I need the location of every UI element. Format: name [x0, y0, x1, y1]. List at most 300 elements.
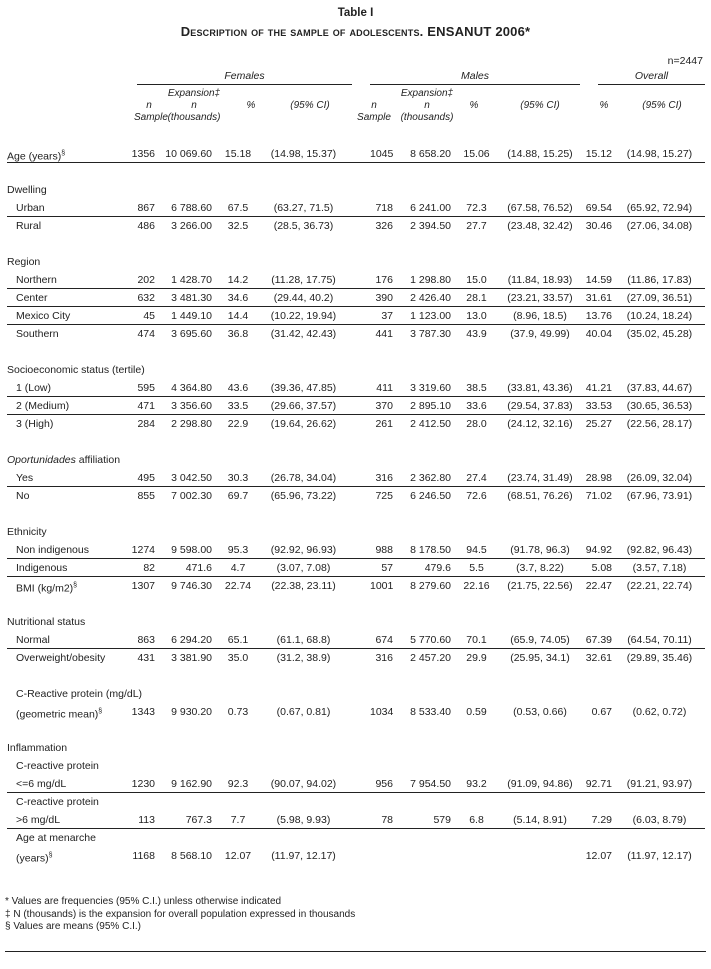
section-header: [7, 181, 705, 199]
group-header-males: Males: [370, 70, 580, 85]
cell-ci-m: (11.84, 18.93): [507, 274, 573, 286]
cell-ci-o: (3.57, 7.18): [632, 562, 687, 574]
cell-pct-o: 41.21: [585, 382, 612, 394]
cell-pct-m: 22.16: [463, 580, 490, 592]
cell-ci-f: (92.92, 96.93): [270, 544, 337, 556]
cell-pct-m: 38.5: [466, 382, 487, 394]
cell-expansion-m: 8 533.40: [410, 706, 451, 718]
cell-pct-o: 92.71: [585, 778, 612, 790]
cell-ci-m: (68.51, 76.26): [507, 490, 573, 502]
col-pct-o: %: [599, 100, 609, 111]
row-label: [7, 487, 130, 505]
cell-pct-m: 28.1: [466, 292, 487, 304]
cell-ci-f: (0.67, 0.81): [276, 706, 331, 718]
cell-pct-f: 69.7: [227, 490, 249, 502]
cell-expansion-f: 6 294.20: [171, 634, 212, 646]
row-label: [7, 451, 705, 469]
cell-pct-m: 33.6: [466, 400, 487, 412]
cell-pct-m: 72.6: [466, 490, 487, 502]
row-label-text: Rural: [16, 220, 42, 232]
row-label: [7, 649, 130, 667]
row-label-text: >6 mg/dL: [16, 814, 61, 826]
cell-pct-m: 72.3: [466, 202, 487, 214]
cell-expansion-f: 3 266.00: [171, 220, 212, 232]
row-label-text: No: [16, 490, 30, 502]
row-label-text: 2 (Medium): [16, 400, 70, 412]
section-header: [7, 451, 705, 469]
row-label: [7, 559, 130, 577]
cell-expansion-m: 2 426.40: [410, 292, 451, 304]
row-label-text: Dwelling: [7, 184, 47, 196]
cell-n-sample-m: 316: [375, 472, 393, 484]
row-label-text: BMI (kg/m2): [16, 582, 74, 595]
cell-pct-m: 13.0: [466, 310, 487, 322]
row-label-text: C-reactive protein: [16, 760, 99, 772]
cell-pct-m: 29.9: [466, 652, 487, 664]
row-label: [7, 613, 705, 631]
cell-ci-m: (5.14, 8.91): [513, 814, 567, 826]
footnote-marker: §: [73, 582, 78, 589]
row-label-text: Ethnicity: [7, 526, 47, 538]
row-label-text: Northern: [16, 274, 57, 286]
col-label: n: [191, 100, 197, 111]
col-label: Expansion‡: [400, 88, 454, 99]
cell-ci-m: (8.96, 18.5): [513, 310, 567, 322]
cell-n-sample-m: 326: [375, 220, 393, 232]
cell-pct-f: 34.6: [227, 292, 249, 304]
cell-ci-o: (35.02, 45.28): [626, 328, 693, 340]
cell-n-sample-f: 855: [137, 490, 155, 502]
table-row: [7, 325, 705, 343]
section-header: [7, 685, 705, 703]
cell-ci-o: (11.86, 17.83): [627, 274, 692, 286]
cell-n-sample-m: 674: [375, 634, 393, 646]
cell-pct-o: 0.67: [591, 706, 612, 718]
cell-ci-o: (29.89, 35.46): [626, 652, 693, 664]
cell-ci-m: (0.53, 0.66): [513, 706, 567, 718]
footnote-marker: §: [98, 708, 103, 715]
cell-ci-m: (23.21, 33.57): [507, 292, 573, 304]
table-row: [7, 289, 705, 307]
cell-ci-m: (65.9, 74.05): [510, 634, 570, 646]
cell-pct-m: 70.1: [466, 634, 487, 646]
row-label-text: Overweight/obesity: [16, 652, 106, 664]
col-label: n: [146, 100, 152, 111]
cell-ci-f: (31.2, 38.9): [276, 652, 331, 664]
table-row: [7, 631, 705, 649]
cell-pct-m: 0.59: [466, 706, 487, 718]
cell-n-sample-m: 718: [375, 202, 393, 214]
cell-pct-f: 14.4: [227, 310, 249, 322]
col-pct-m: %: [469, 100, 479, 111]
cell-n-sample-m: 261: [375, 418, 393, 430]
cell-n-sample-f: 495: [137, 472, 155, 484]
row-label-text: 3 (High): [16, 418, 54, 430]
cell-pct-m: 15.0: [466, 274, 487, 286]
row-label-text: Region: [7, 256, 41, 268]
cell-ci-o: (11.97, 12.17): [627, 850, 692, 862]
cell-n-sample-m: 956: [375, 778, 393, 790]
row-label: [7, 325, 130, 343]
cell-expansion-m: 1 123.00: [410, 310, 451, 322]
cell-expansion-m: 2 457.20: [410, 652, 451, 664]
cell-pct-m: 15.06: [463, 148, 490, 160]
cell-n-sample-f: 1230: [131, 778, 155, 790]
cell-ci-o: (27.09, 36.51): [626, 292, 693, 304]
cell-ci-f: (90.07, 94.02): [270, 778, 337, 790]
cell-ci-m: (23.74, 31.49): [507, 472, 573, 484]
cell-expansion-f: 6 788.60: [171, 202, 212, 214]
col-n-sample-f: [134, 100, 168, 124]
col-n-sample-m: [356, 100, 392, 124]
cell-pct-m: 94.5: [466, 544, 487, 556]
cell-pct-m: 93.2: [466, 778, 487, 790]
cell-ci-f: (63.27, 71.5): [273, 202, 334, 214]
cell-expansion-f: 1 449.10: [171, 310, 212, 322]
col-ci-m: (95% CI): [520, 100, 560, 111]
table-row: [7, 703, 705, 721]
row-label-text: Non indigenous: [16, 544, 89, 556]
cell-n-sample-f: 1168: [132, 850, 155, 862]
table-row: [7, 577, 705, 595]
cell-ci-o: (22.21, 22.74): [626, 580, 693, 592]
cell-pct-o: 12.07: [585, 850, 612, 862]
cell-n-sample-f: 284: [137, 418, 155, 430]
cell-n-sample-f: 1356: [131, 148, 155, 160]
row-label: [7, 793, 705, 811]
cell-expansion-m: 5 770.60: [410, 634, 451, 646]
cell-expansion-m: 579: [433, 814, 451, 826]
cell-expansion-m: 479.6: [424, 562, 451, 574]
cell-expansion-f: 9 162.90: [171, 778, 212, 790]
cell-ci-f: (5.98, 9.93): [276, 814, 331, 826]
cell-pct-m: 43.9: [466, 328, 487, 340]
section-header: [7, 253, 705, 271]
cell-ci-m: (3.7, 8.22): [516, 562, 564, 574]
cell-ci-f: (65.96, 73.22): [270, 490, 337, 502]
cell-expansion-f: 4 364.80: [171, 382, 212, 394]
row-label-text: (years): [16, 852, 49, 865]
cell-expansion-f: 9 746.30: [171, 580, 212, 592]
cell-ci-o: (65.92, 72.94): [626, 202, 693, 214]
cell-pct-f: 35.0: [227, 652, 249, 664]
cell-pct-o: 71.02: [585, 490, 612, 502]
cell-expansion-m: [395, 847, 453, 868]
cell-expansion-m: 7 954.50: [410, 778, 451, 790]
cell-pct-o: 31.61: [585, 292, 612, 304]
section-header: [7, 757, 705, 775]
cell-pct-m: 27.7: [466, 220, 487, 232]
cell-n-sample-f: 471: [137, 400, 155, 412]
cell-n-sample-f: 474: [137, 328, 155, 340]
cell-expansion-m: 3 787.30: [410, 328, 451, 340]
cell-ci-m: (67.58, 76.52): [507, 202, 573, 214]
table-row: [7, 811, 705, 829]
cell-expansion-f: 3 042.50: [171, 472, 212, 484]
cell-ci-f: (3.07, 7.08): [276, 562, 331, 574]
row-label-text: affiliation: [75, 454, 121, 466]
cell-expansion-f: 7 002.30: [171, 490, 212, 502]
col-pct-f: %: [246, 100, 256, 111]
table-row: [7, 541, 705, 559]
row-label-text: Southern: [16, 328, 59, 340]
data-table: [7, 145, 705, 865]
footnote-marker: §: [61, 150, 66, 157]
cell-ci-f: (14.98, 15.37): [270, 148, 337, 160]
cell-expansion-f: 9 598.00: [171, 544, 212, 556]
cell-ci-o: (22.56, 28.17): [626, 418, 693, 430]
row-label-text: <=6 mg/dL: [16, 778, 67, 790]
col-expansion-f: [162, 88, 226, 124]
cell-pct-f: 14.2: [227, 274, 249, 286]
cell-ci-m: (29.54, 37.83): [507, 400, 573, 412]
cell-ci-o: (30.65, 36.53): [626, 400, 693, 412]
section-header: [7, 613, 705, 631]
row-label-text: Normal: [16, 634, 50, 646]
cell-pct-f: 65.1: [227, 634, 249, 646]
cell-expansion-f: 471.6: [185, 562, 212, 574]
table-row: [7, 217, 705, 235]
row-label: [7, 847, 130, 868]
cell-ci-o: (0.62, 0.72): [632, 706, 687, 718]
cell-ci-f: (10.22, 19.94): [270, 310, 337, 322]
cell-ci-m: (91.09, 94.86): [507, 778, 573, 790]
cell-n-sample-f: 863: [137, 634, 155, 646]
footnote: * Values are frequencies (95% C.I.) unless otherwise indicated: [5, 896, 282, 907]
cell-pct-o: 67.39: [585, 634, 612, 646]
cell-ci-o: (27.06, 34.08): [626, 220, 693, 232]
cell-pct-o: 32.61: [585, 652, 612, 664]
cell-n-sample-m: 78: [381, 814, 393, 826]
cell-expansion-f: 3 481.30: [171, 292, 212, 304]
cell-pct-f: 4.7: [230, 562, 246, 574]
cell-expansion-m: 6 246.50: [410, 490, 451, 502]
row-label: [7, 253, 705, 271]
cell-pct-f: 32.5: [227, 220, 249, 232]
cell-n-sample-f: 1343: [131, 706, 155, 718]
row-label-text: (geometric mean): [16, 708, 99, 721]
cell-pct-f: 15.18: [224, 148, 252, 160]
cell-pct-f: 33.5: [227, 400, 249, 412]
cell-expansion-m: 1 298.80: [410, 274, 451, 286]
cell-expansion-f: 767.3: [185, 814, 212, 826]
cell-expansion-f: 10 069.60: [165, 148, 212, 160]
row-label: [7, 397, 130, 415]
row-label-text: Mexico City: [16, 310, 71, 322]
row-label-text: Yes: [16, 472, 34, 484]
row-label: [7, 739, 705, 757]
row-label-text: Nutritional status: [7, 616, 86, 628]
col-label: n: [424, 100, 430, 111]
cell-pct-o: 33.53: [585, 400, 612, 412]
col-label: n: [371, 100, 377, 111]
cell-ci-m: (37.9, 49.99): [510, 328, 570, 340]
cell-pct-f: 67.5: [227, 202, 249, 214]
row-label: [7, 703, 130, 724]
cell-pct-o: 22.47: [585, 580, 612, 592]
cell-expansion-f: 3 381.90: [171, 652, 212, 664]
cell-ci-o: (67.96, 73.91): [626, 490, 693, 502]
table-number: Table I: [337, 7, 374, 19]
cell-expansion-m: 6 241.00: [410, 202, 451, 214]
col-label: Sample: [357, 112, 391, 123]
cell-ci-o: (26.09, 32.04): [626, 472, 693, 484]
group-header-overall: Overall: [598, 70, 705, 85]
cell-ci-o: (14.98, 15.27): [626, 148, 693, 160]
table-row: [7, 199, 705, 217]
cell-pct-o: 15.12: [585, 148, 612, 160]
cell-n-sample-f: 486: [137, 220, 155, 232]
cell-expansion-f: 2 298.80: [171, 418, 212, 430]
section-header: [7, 361, 705, 379]
cell-n-sample-m: 1034: [370, 706, 394, 718]
cell-pct-o: 28.98: [585, 472, 612, 484]
cell-pct-o: 25.27: [585, 418, 612, 430]
footnote: § Values are means (95% C.I.): [5, 921, 141, 932]
cell-n-sample-f: 1307: [131, 580, 155, 592]
cell-n-sample-f: 595: [137, 382, 155, 394]
row-label: [7, 145, 130, 166]
row-label: [7, 289, 130, 307]
row-label: [7, 415, 130, 433]
cell-n-sample-m: 1045: [370, 148, 394, 160]
cell-ci-o: (64.54, 70.11): [627, 634, 692, 646]
row-label-text: Urban: [16, 202, 45, 214]
table-title: Description of the sample of adolescents. ENSANUT 2006*: [180, 24, 531, 39]
cell-pct-o: 13.76: [585, 310, 612, 322]
footnotes: [5, 896, 355, 934]
row-label: [7, 577, 130, 598]
footnote-marker: §: [48, 852, 53, 859]
cell-pct-m: 27.4: [466, 472, 487, 484]
cell-ci-f: (28.5, 36.73): [273, 220, 334, 232]
cell-pct-f: 22.9: [227, 418, 249, 430]
cell-pct-o: 30.46: [585, 220, 612, 232]
col-ci-o: (95% CI): [642, 100, 682, 111]
cell-expansion-m: 2 362.80: [410, 472, 451, 484]
col-expansion-m: [395, 88, 459, 124]
table-row: [7, 415, 705, 433]
cell-expansion-m: 2 412.50: [410, 418, 451, 430]
cell-ci-f: (39.36, 47.85): [270, 382, 337, 394]
cell-pct-f: 7.7: [230, 814, 246, 826]
table-row: [7, 145, 705, 163]
cell-pct-f: 0.73: [227, 706, 249, 718]
cell-pct-o: 14.59: [585, 274, 612, 286]
cell-n-sample-f: 867: [137, 202, 155, 214]
cell-n-sample-m: 176: [375, 274, 393, 286]
cell-ci-m: (23.48, 32.42): [507, 220, 573, 232]
cell-n-sample-f: 431: [137, 652, 155, 664]
row-label: [7, 631, 130, 649]
row-label-text: 1 (Low): [16, 382, 52, 394]
cell-ci-o: (91.21, 93.97): [626, 778, 693, 790]
row-label: [7, 685, 705, 703]
section-header: [7, 523, 705, 541]
cell-pct-f: 36.8: [227, 328, 249, 340]
bottom-rule: [5, 951, 706, 952]
cell-ci-m: (91.78, 96.3): [510, 544, 570, 556]
row-label-text: Socioeconomic status (tertile): [7, 364, 145, 376]
cell-expansion-m: 8 658.20: [410, 148, 451, 160]
cell-expansion-f: 1 428.70: [171, 274, 212, 286]
cell-n-sample-m: 390: [375, 292, 393, 304]
cell-n-sample-f: 113: [138, 814, 155, 826]
cell-n-sample-m: 1001: [370, 580, 394, 592]
table-row: [7, 379, 705, 397]
cell-ci-o: (6.03, 8.79): [632, 814, 687, 826]
cell-ci-o: (10.24, 18.24): [626, 310, 693, 322]
row-label-text: Age at menarche: [16, 832, 96, 844]
cell-expansion-f: 3 356.60: [171, 400, 212, 412]
col-label: (thousands): [400, 112, 454, 123]
cell-n-sample-m: 316: [375, 652, 393, 664]
cell-pct-o: 5.08: [591, 562, 612, 574]
table-row: [7, 271, 705, 289]
cell-pct-o: 69.54: [585, 202, 612, 214]
cell-n-sample-f: 202: [137, 274, 155, 286]
cell-ci-f: (31.42, 42.43): [270, 328, 337, 340]
cell-pct-f: 22.74: [224, 580, 252, 592]
cell-pct-o: 7.29: [591, 814, 612, 826]
cell-ci-m: (24.12, 32.16): [507, 418, 573, 430]
col-label: (thousands): [167, 112, 221, 123]
cell-pct-f: 43.6: [227, 382, 249, 394]
row-label: [7, 379, 130, 397]
row-label-text: Age (years): [7, 150, 62, 163]
cell-ci-o: (92.82, 96.43): [626, 544, 693, 556]
cell-ci-o: (37.83, 44.67): [626, 382, 693, 394]
cell-n-sample-m: 441: [375, 328, 393, 340]
cell-ci-f: (22.38, 23.11): [271, 580, 336, 592]
section-header: [7, 793, 705, 811]
cell-pct-f: 92.3: [227, 778, 249, 790]
row-label: [7, 775, 130, 793]
cell-ci-f: (11.97, 12.17): [271, 850, 336, 862]
row-label-text: Center: [16, 292, 48, 304]
row-label: [7, 217, 130, 235]
section-header: [7, 739, 705, 757]
cell-ci-f: (19.64, 26.62): [270, 418, 337, 430]
row-label-text: C-Reactive protein (mg/dL): [16, 688, 143, 700]
cell-n-sample-m: [370, 847, 395, 868]
row-label-text: Inflammation: [7, 742, 68, 754]
row-label: [7, 361, 705, 379]
cell-expansion-m: 2 394.50: [410, 220, 451, 232]
cell-n-sample-f: 82: [143, 562, 155, 574]
cell-pct-o: 94.92: [585, 544, 612, 556]
cell-ci-m: [500, 847, 580, 868]
row-label: [7, 199, 130, 217]
row-label: [7, 757, 705, 775]
col-ci-f: (95% CI): [290, 100, 330, 111]
cell-n-sample-f: 632: [137, 292, 155, 304]
col-label: Sample: [134, 112, 168, 123]
cell-pct-f: 12.07: [224, 850, 252, 862]
table-row: [7, 487, 705, 505]
cell-n-sample-m: 37: [381, 310, 393, 322]
cell-ci-f: (61.1, 68.8): [276, 634, 331, 646]
cell-n-sample-m: 370: [375, 400, 393, 412]
cell-ci-f: (29.66, 37.57): [270, 400, 337, 412]
table-row: [7, 775, 705, 793]
table-row: [7, 847, 705, 865]
row-label: [7, 469, 130, 487]
total-n: n=2447: [667, 55, 703, 67]
cell-pct-f: 95.3: [227, 544, 249, 556]
row-label: [7, 271, 130, 289]
table-row: [7, 649, 705, 667]
